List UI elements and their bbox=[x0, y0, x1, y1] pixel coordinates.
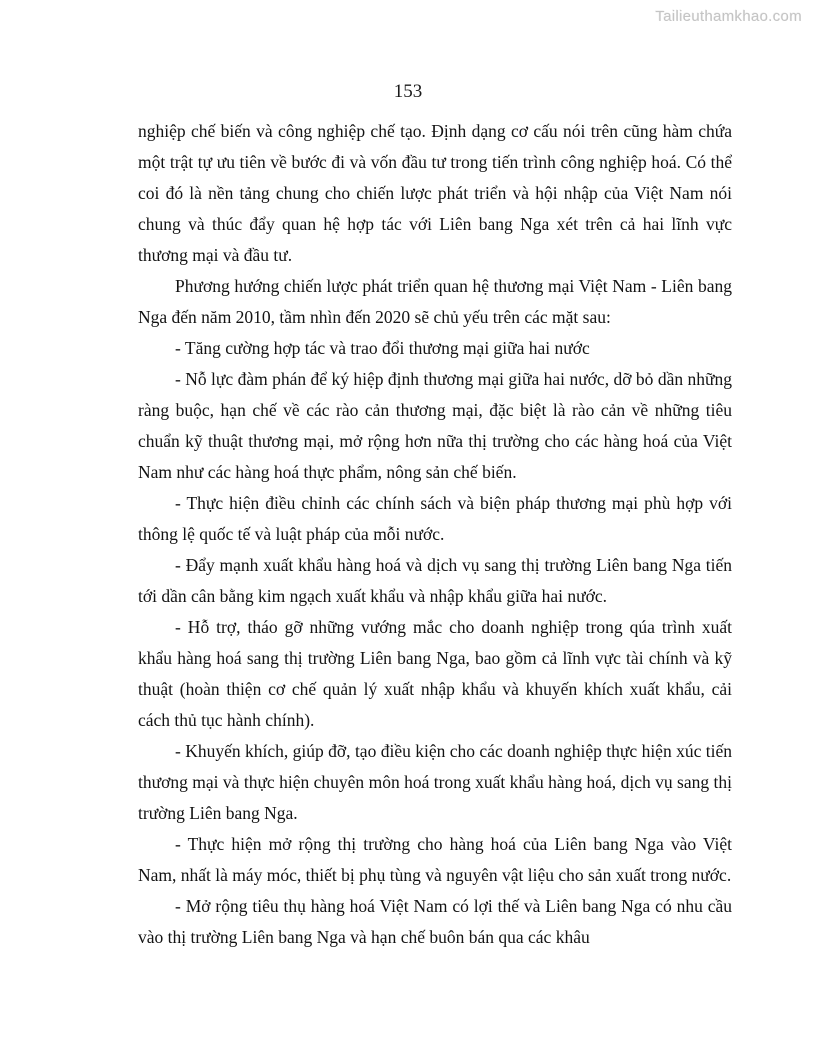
page-number: 153 bbox=[393, 81, 423, 102]
bullet-item: - Khuyến khích, giúp đỡ, tạo điều kiện cho các doanh nghiệp thực hiện xúc tiến thương mại và thực hiện chuyên môn hoá trong xuất khẩu hàng hoá, dịch vụ sang thị trường Liên bang Nga. bbox=[138, 741, 732, 823]
bullet-item: - Mở rộng tiêu thụ hàng hoá Việt Nam có lợi thế và Liên bang Nga có nhu cầu vào thị trường Liên bang Nga và hạn chế buôn bán qua các khâu bbox=[138, 896, 732, 947]
bullet-item: - Đẩy mạnh xuất khẩu hàng hoá và dịch vụ sang thị trường Liên bang Nga tiến tới dần cân bằng kim ngạch xuất khẩu và nhập khẩu giữa hai nước. bbox=[138, 555, 732, 606]
bullet-item: - Tăng cường hợp tác và trao đổi thương mại giữa hai nước bbox=[175, 338, 590, 358]
bullet-item: - Nỗ lực đàm phán để ký hiệp định thương mại giữa hai nước, dỡ bỏ dần những ràng buộc, hạn chế về các rào cản thương mại, đặc biệt là rào cản về những tiêu chuẩn kỹ thuật thương mại, mở rộng hơn nữa thị trường cho các hàng hoá của Việt Nam như các hàng hoá thực phẩm, nông sản chế biến. bbox=[138, 369, 732, 482]
paragraph-continuation: nghiệp chế biến và công nghiệp chế tạo. Định dạng cơ cấu nói trên cũng hàm chứa một trật tự ưu tiên về bước đi và vốn đầu tư trong tiến trình công nghiệp hoá. Có thể coi đó là nền tảng chung cho chiến lược phát triển và hội nhập của Việt Nam nói chung và thúc đẩy quan hệ hợp tác với Liên bang Nga xét trên cả hai lĩnh vực thương mại và đầu tư. bbox=[138, 121, 732, 265]
bullet-item: - Thực hiện điều chỉnh các chính sách và biện pháp thương mại phù hợp với thông lệ quốc tế và luật pháp của mỗi nước. bbox=[138, 493, 732, 544]
page-body-text bbox=[138, 116, 732, 953]
site-watermark: Tailieuthamkhao.com bbox=[655, 8, 802, 25]
bullet-item: - Hỗ trợ, tháo gỡ những vướng mắc cho doanh nghiệp trong qúa trình xuất khẩu hàng hoá sang thị trường Liên bang Nga, bao gồm cả lĩnh vực tài chính và kỹ thuật (hoàn thiện cơ chế quản lý xuất nhập khẩu và khuyến khích xuất khẩu, cải cách thủ tục hành chính). bbox=[138, 617, 732, 730]
paragraph-intro: Phương hướng chiến lược phát triển quan hệ thương mại Việt Nam - Liên bang Nga đến năm 2010, tầm nhìn đến 2020 sẽ chủ yếu trên các mặt sau: bbox=[138, 276, 732, 327]
bullet-item: - Thực hiện mở rộng thị trường cho hàng hoá của Liên bang Nga vào Việt Nam, nhất là máy móc, thiết bị phụ tùng và nguyên vật liệu cho sản xuất trong nước. bbox=[138, 834, 732, 885]
